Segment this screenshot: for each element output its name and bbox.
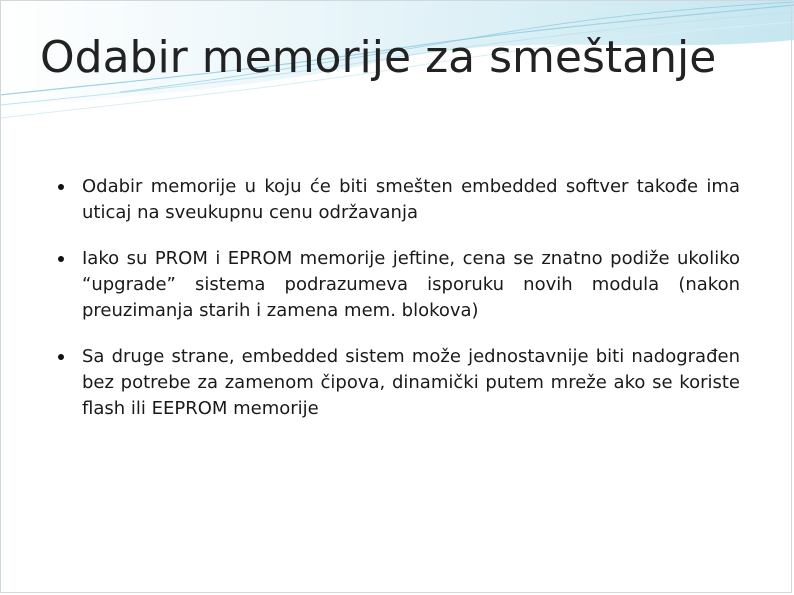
bullet-item bbox=[58, 174, 740, 226]
bullet-item bbox=[58, 344, 740, 422]
bullet-item bbox=[58, 246, 740, 324]
bullet-dot-icon bbox=[58, 354, 64, 360]
bullet-text: Iako su PROM i EPROM memorije jeftine, cena se znatno podiže ukoliko “upgrade” sistema podrazumeva isporuku novih modula (nakon preuzimanja starih i zamena mem. blokova) bbox=[82, 248, 740, 321]
bullet-text: Odabir memorije u koju će biti smešten embedded softver takođe ima uticaj na sveukupnu cenu održavanja bbox=[82, 176, 740, 223]
slide-title: Odabir memorije za smeštanje bbox=[40, 32, 717, 83]
bullet-text: Sa druge strane, embedded sistem može jednostavnije biti nadograđen bez potrebe za zamenom čipova, dinamički putem mreže ako se koriste flash ili EEPROM memorije bbox=[82, 346, 740, 419]
bullet-dot-icon bbox=[58, 184, 64, 190]
bullet-dot-icon bbox=[58, 256, 64, 262]
bullet-list bbox=[58, 174, 740, 442]
